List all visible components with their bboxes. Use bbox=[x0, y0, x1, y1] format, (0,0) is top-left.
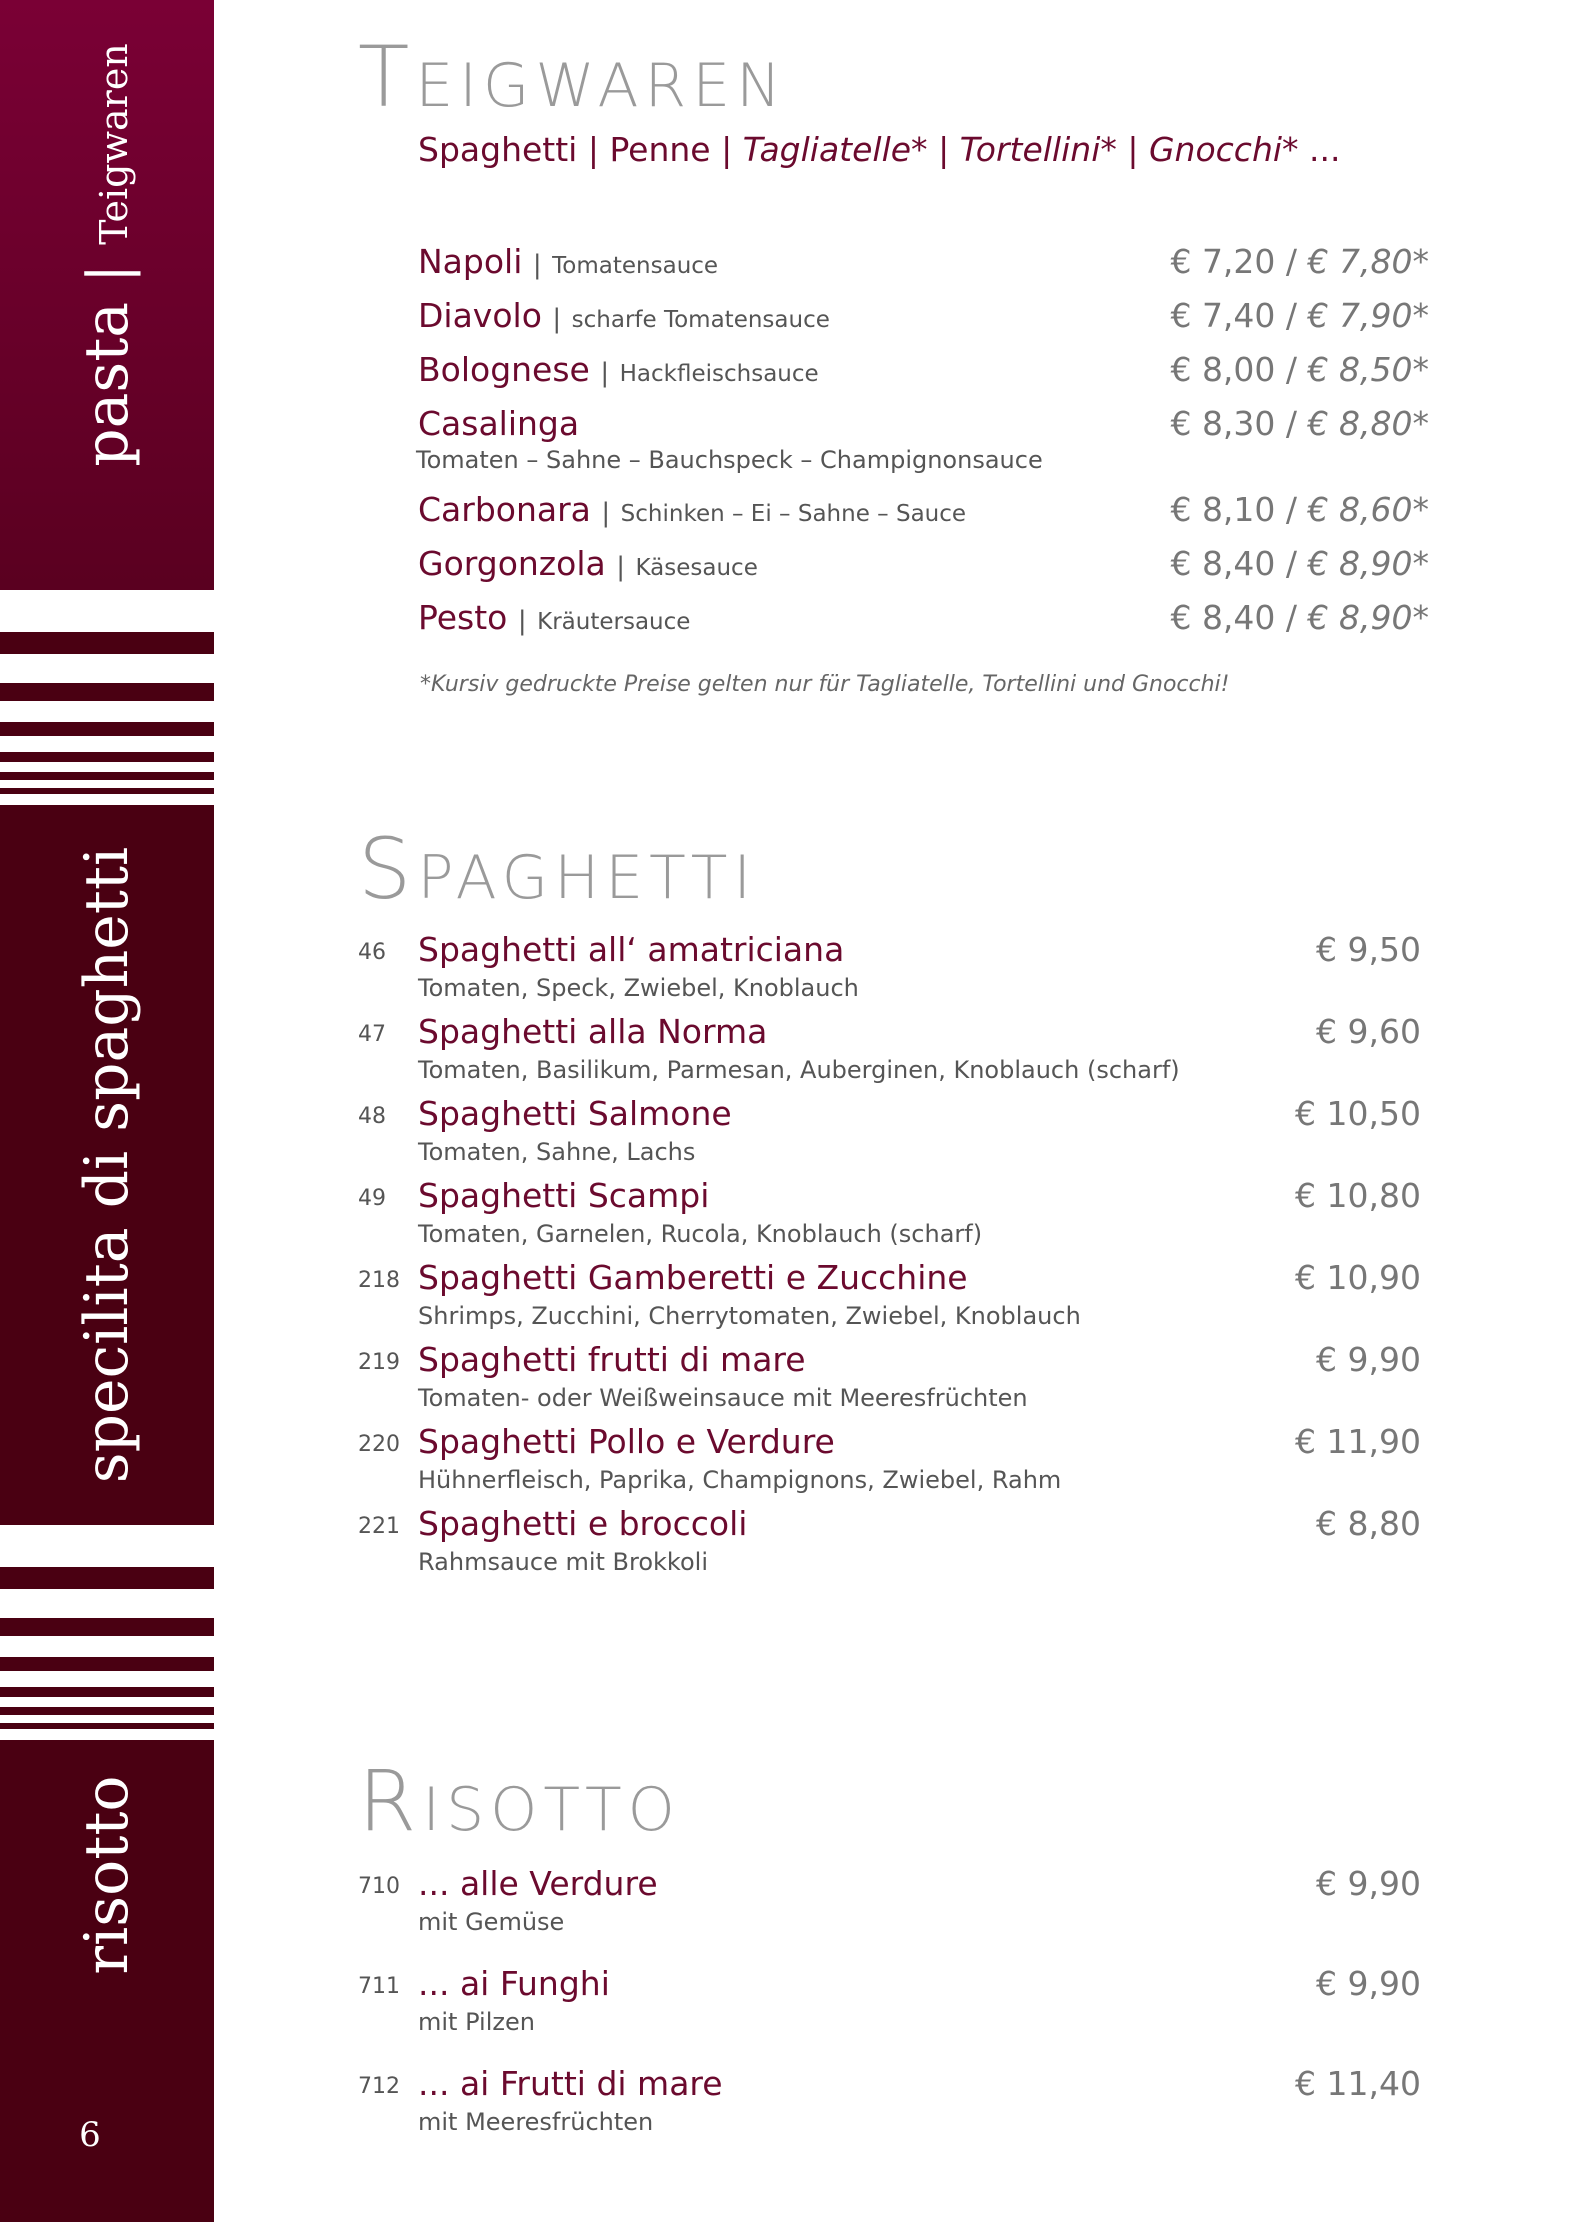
price-regular: € 7,40 / bbox=[1170, 296, 1298, 335]
item-price: € 9,90 bbox=[1316, 1864, 1421, 1903]
item-separator: | bbox=[600, 358, 610, 388]
item-separator: | bbox=[517, 606, 527, 636]
price-regular: € 8,30 / bbox=[1170, 404, 1298, 443]
title-cap: R bbox=[358, 1752, 423, 1850]
pasta-type: Tagliatelle* bbox=[742, 130, 928, 169]
item-price: € 10,50 bbox=[1295, 1094, 1421, 1133]
item-description: Hühnerfleisch, Paprika, Champignons, Zwiebel, Rahm bbox=[418, 1466, 1062, 1494]
section-title-risotto bbox=[358, 1752, 681, 1850]
item-description: Rahmsauce mit Brokkoli bbox=[418, 1548, 708, 1576]
item-name: Pesto bbox=[418, 598, 508, 637]
item-description: Tomatensauce bbox=[552, 253, 719, 279]
item-price: € 11,90 bbox=[1295, 1422, 1421, 1461]
item-number: 220 bbox=[358, 1432, 400, 1457]
price-special: € 8,80* bbox=[1307, 404, 1429, 443]
price-regular: € 7,20 / bbox=[1170, 242, 1298, 281]
item-description: Hackfleischsauce bbox=[619, 361, 819, 387]
item-description: scharfe Tomatensauce bbox=[571, 307, 830, 333]
sidebar-stripe bbox=[0, 1618, 214, 1636]
sidebar-stripe bbox=[0, 1567, 214, 1589]
item-name: Bolognese bbox=[418, 350, 590, 389]
price-special: € 8,90* bbox=[1307, 544, 1429, 583]
price-special: € 8,60* bbox=[1307, 490, 1429, 529]
item-name: Diavolo bbox=[418, 296, 542, 335]
item-name: Casalinga bbox=[418, 404, 580, 443]
item-price: € 8,80 bbox=[1316, 1504, 1421, 1543]
price-regular: € 8,40 / bbox=[1170, 544, 1298, 583]
title-rest: ISOTTO bbox=[422, 1775, 681, 1845]
item-price: € 9,90 bbox=[1316, 1340, 1421, 1379]
item-name-line bbox=[418, 242, 718, 281]
item-name: Spaghetti e broccoli bbox=[418, 1504, 748, 1543]
item-price bbox=[1170, 350, 1429, 389]
item-price: € 10,90 bbox=[1295, 1258, 1421, 1297]
item-description: Käsesauce bbox=[635, 555, 758, 581]
title-cap: T bbox=[358, 28, 416, 126]
price-special: € 7,80* bbox=[1307, 242, 1429, 281]
type-separator: | bbox=[587, 130, 599, 169]
item-price: € 11,40 bbox=[1295, 2064, 1421, 2103]
item-separator: | bbox=[601, 498, 611, 528]
item-number: 219 bbox=[358, 1350, 400, 1375]
item-number: 712 bbox=[358, 2074, 400, 2099]
price-footnote: *Kursiv gedruckte Preise gelten nur für Tagliatelle, Tortellini und Gnocchi! bbox=[420, 672, 1230, 697]
price-regular: € 8,00 / bbox=[1170, 350, 1298, 389]
item-name: Spaghetti Pollo e Verdure bbox=[418, 1422, 835, 1461]
item-price: € 9,90 bbox=[1316, 1964, 1421, 2003]
sidebar-pasta-sub: Teigwaren bbox=[92, 43, 136, 245]
item-number: 47 bbox=[358, 1022, 386, 1047]
type-separator: | bbox=[938, 130, 950, 169]
item-name: Carbonara bbox=[418, 490, 591, 529]
pasta-type: Gnocchi* bbox=[1148, 130, 1299, 169]
item-price bbox=[1170, 598, 1429, 637]
item-name-line bbox=[418, 598, 690, 637]
item-description: mit Pilzen bbox=[418, 2008, 535, 2036]
price-special: € 8,50* bbox=[1307, 350, 1429, 389]
item-name-line bbox=[418, 350, 819, 389]
item-description: Tomaten- oder Weißweinsauce mit Meeresfrüchten bbox=[418, 1384, 1028, 1412]
item-description: Tomaten – Sahne – Bauchspeck – Champignonsauce bbox=[416, 446, 1043, 474]
section-title-spaghetti bbox=[358, 820, 757, 918]
item-description: Schinken – Ei – Sahne – Sauce bbox=[620, 501, 967, 527]
item-name-line bbox=[418, 404, 579, 443]
sidebar bbox=[0, 0, 214, 2222]
item-name-line bbox=[418, 490, 966, 529]
type-separator: | bbox=[1127, 130, 1139, 169]
types-ellipsis: ... bbox=[1298, 130, 1341, 169]
pasta-type: Tortellini* bbox=[959, 130, 1117, 169]
sidebar-pasta-text: pasta bbox=[72, 301, 142, 467]
item-name-line bbox=[418, 544, 758, 583]
item-description: Tomaten, Speck, Zwiebel, Knoblauch bbox=[418, 974, 859, 1002]
price-regular: € 8,10 / bbox=[1170, 490, 1298, 529]
item-price bbox=[1170, 404, 1429, 443]
title-rest: PAGHETTI bbox=[417, 843, 758, 913]
item-price bbox=[1170, 296, 1429, 335]
item-number: 711 bbox=[358, 1974, 400, 1999]
item-name: Spaghetti frutti di mare bbox=[418, 1340, 806, 1379]
sidebar-stripe bbox=[0, 788, 214, 794]
sidebar-stripe bbox=[0, 772, 214, 780]
item-description: Tomaten, Garnelen, Rucola, Knoblauch (scharf) bbox=[418, 1220, 983, 1248]
item-name: Napoli bbox=[418, 242, 523, 281]
item-name: Gorgonzola bbox=[418, 544, 606, 583]
page-number: 6 bbox=[79, 2115, 101, 2155]
item-separator: | bbox=[616, 552, 625, 582]
sidebar-stripe bbox=[0, 683, 214, 701]
sidebar-pasta-separator: | bbox=[76, 263, 141, 283]
item-name: ... ai Funghi bbox=[418, 1964, 610, 2003]
item-name: Spaghetti all‘ amatriciana bbox=[418, 930, 845, 969]
item-name: Spaghetti Gamberetti e Zucchine bbox=[418, 1258, 968, 1297]
sidebar-stripe bbox=[0, 632, 214, 654]
sidebar-stripe bbox=[0, 722, 214, 736]
item-number: 221 bbox=[358, 1514, 400, 1539]
item-description: Tomaten, Sahne, Lachs bbox=[418, 1138, 696, 1166]
item-number: 218 bbox=[358, 1268, 400, 1293]
price-special: € 7,90* bbox=[1307, 296, 1429, 335]
title-rest: EIGWAREN bbox=[415, 51, 787, 121]
pasta-type: Penne bbox=[609, 130, 711, 169]
sidebar-stripe bbox=[0, 1657, 214, 1671]
item-name: Spaghetti Scampi bbox=[418, 1176, 710, 1215]
item-price bbox=[1170, 490, 1429, 529]
item-price bbox=[1170, 544, 1429, 583]
item-separator: | bbox=[552, 304, 562, 334]
item-description: mit Meeresfrüchten bbox=[418, 2108, 654, 2136]
sidebar-stripe bbox=[0, 1687, 214, 1697]
sidebar-stripe bbox=[0, 1707, 214, 1715]
sidebar-label-spaghetti: specilita di spaghetti bbox=[72, 846, 142, 1484]
item-number: 48 bbox=[358, 1104, 386, 1129]
item-number: 49 bbox=[358, 1186, 386, 1211]
sidebar-stripe bbox=[0, 752, 214, 762]
item-description: Kräutersauce bbox=[537, 609, 691, 635]
item-number: 46 bbox=[358, 940, 386, 965]
item-price bbox=[1170, 242, 1429, 281]
section-title-teigwaren bbox=[358, 28, 787, 126]
item-separator: | bbox=[532, 250, 542, 280]
pasta-type: Spaghetti bbox=[418, 130, 578, 169]
item-name: Spaghetti Salmone bbox=[418, 1094, 732, 1133]
item-description: Tomaten, Basilikum, Parmesan, Auberginen, Knoblauch (scharf) bbox=[418, 1056, 1180, 1084]
item-price: € 9,50 bbox=[1316, 930, 1421, 969]
item-description: mit Gemüse bbox=[418, 1908, 565, 1936]
item-name: ... alle Verdure bbox=[418, 1864, 658, 1903]
item-description: Shrimps, Zucchini, Cherrytomaten, Zwiebel, Knoblauch bbox=[418, 1302, 1081, 1330]
title-cap: S bbox=[358, 820, 418, 918]
item-number: 710 bbox=[358, 1874, 400, 1899]
item-name: Spaghetti alla Norma bbox=[418, 1012, 768, 1051]
price-special: € 8,90* bbox=[1307, 598, 1429, 637]
pasta-types bbox=[418, 130, 1341, 169]
item-name: ... ai Frutti di mare bbox=[418, 2064, 723, 2103]
item-price: € 10,80 bbox=[1295, 1176, 1421, 1215]
sidebar-label-risotto: risotto bbox=[72, 1775, 142, 1975]
price-regular: € 8,40 / bbox=[1170, 598, 1298, 637]
type-separator: | bbox=[721, 130, 733, 169]
sidebar-label-pasta bbox=[72, 43, 142, 467]
sidebar-stripe bbox=[0, 1723, 214, 1729]
item-name-line bbox=[418, 296, 830, 335]
item-price: € 9,60 bbox=[1316, 1012, 1421, 1051]
